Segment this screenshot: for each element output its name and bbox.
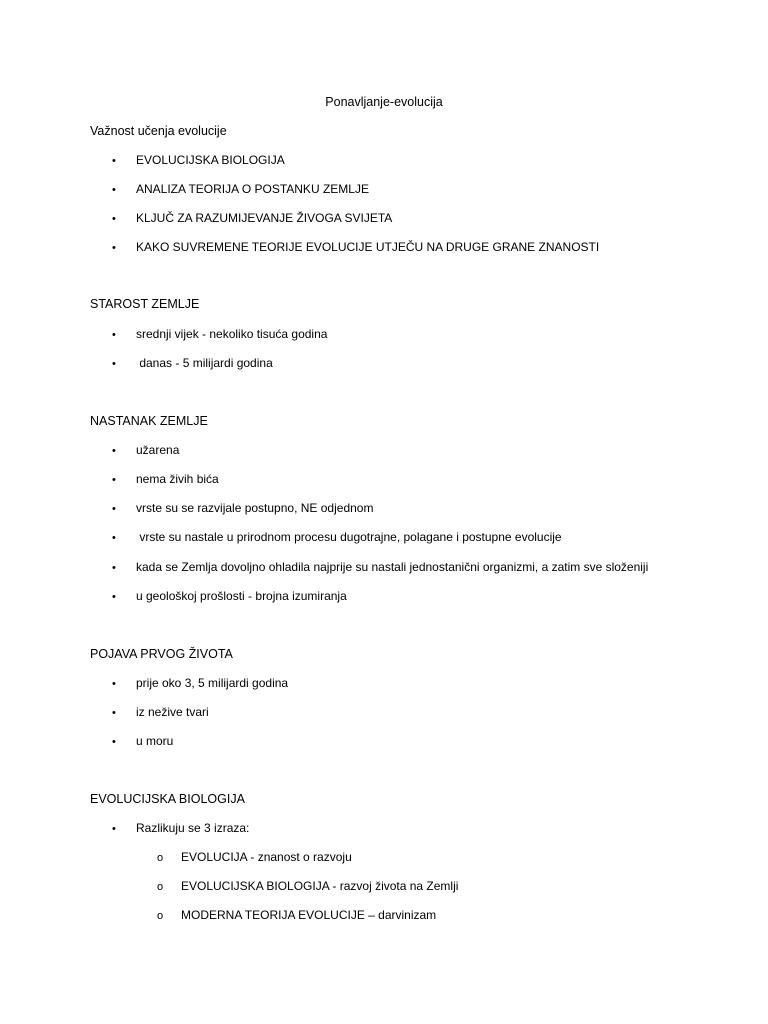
sub-list-item-text: MODERNA TEORIJA EVOLUCIJE – darvinizam [181,908,437,922]
bullet-icon: • [112,474,116,486]
bullet-icon: • [112,736,116,748]
bullet-icon: • [112,184,116,196]
list-item-text: prije oko 3, 5 milijardi godina [136,676,289,690]
sub-list-item-text: EVOLUCIJSKA BIOLOGIJA - razvoj života na Zemlji [181,879,459,893]
bullet-icon: • [112,445,116,457]
list-item [112,588,347,605]
section-heading-nastanak: NASTANAK ZEMLJE [90,414,208,428]
bullet-icon: • [112,242,116,254]
list-item-text: u geološkoj prošlosti - brojna izumiranja [136,589,347,603]
list-item-text: ANALIZA TEORIJA O POSTANKU ZEMLJE [136,182,369,196]
page-title: Ponavljanje-evolucija [325,95,443,109]
bullet-icon: • [112,358,116,370]
bullet-icon: • [112,707,116,719]
sub-list-item [157,878,458,895]
list-item [112,471,219,488]
list-item-text: danas - 5 milijardi godina [136,356,273,370]
list-item [112,181,369,198]
list-item [112,559,648,576]
list-item-text: kada se Zemlja dovoljno ohladila najprije su nastali jednostanični organizmi, a zatim sve složeniji [136,560,649,574]
list-item [112,704,209,721]
bullet-icon: • [112,678,116,690]
list-item [112,500,373,517]
bullet-icon: • [112,532,116,544]
list-item [112,326,327,343]
list-item [112,210,392,227]
list-item-text: u moru [136,734,174,748]
bullet-icon: • [112,329,116,341]
list-item-text: KLJUČ ZA RAZUMIJEVANJE ŽIVOGA SVIJETA [136,211,393,225]
circle-bullet-icon: o [157,881,164,893]
bullet-icon: • [112,823,116,835]
section-heading-pojava: POJAVA PRVOG ŽIVOTA [90,647,233,661]
sub-list-item [157,907,436,924]
list-item-text: iz nežive tvari [136,705,209,719]
list-item-text: nema živih bića [136,472,219,486]
list-item [112,675,288,692]
list-item [112,820,249,837]
circle-bullet-icon: o [157,910,164,922]
list-item-text: Razlikuju se 3 izraza: [136,821,250,835]
section-heading-vaznost: Važnost učenja evolucije [90,124,227,138]
list-item [112,733,173,750]
bullet-icon: • [112,591,116,603]
sub-list-item [157,849,352,866]
list-item [112,442,179,459]
list-item [112,355,273,372]
list-item-text: EVOLUCIJSKA BIOLOGIJA [136,153,285,167]
bullet-icon: • [112,213,116,225]
list-item [112,529,562,546]
section-heading-starost: STAROST ZEMLJE [90,297,200,311]
sub-list-item-text: EVOLUCIJA - znanost o razvoju [181,850,352,864]
bullet-icon: • [112,503,116,515]
list-item [112,239,599,256]
list-item-text: vrste su nastale u prirodnom procesu dugotrajne, polagane i postupne evolucije [136,530,562,544]
circle-bullet-icon: o [157,852,164,864]
section-heading-evolucijska: EVOLUCIJSKA BIOLOGIJA [90,792,245,806]
list-item-text: KAKO SUVREMENE TEORIJE EVOLUCIJE UTJEČU NA DRUGE GRANE ZNANOSTI [136,240,600,254]
list-item-text: srednji vijek - nekoliko tisuća godina [136,327,328,341]
list-item [112,152,285,169]
bullet-icon: • [112,155,116,167]
list-item-text: užarena [136,443,180,457]
list-item-text: vrste su se razvijale postupno, NE odjednom [136,501,374,515]
bullet-icon: • [112,562,116,574]
